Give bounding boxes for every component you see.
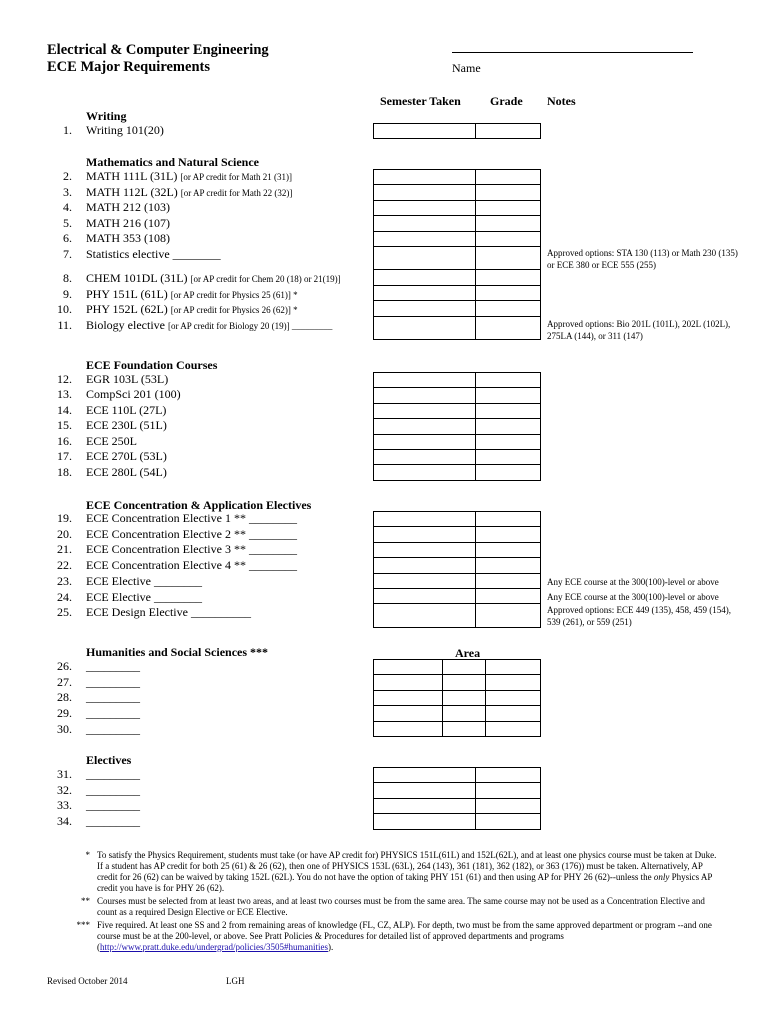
grade-cell[interactable] xyxy=(476,246,541,270)
course-label xyxy=(86,247,221,262)
course-ap-note: [or AP credit for Math 21 (31)] xyxy=(180,172,292,182)
semester-cell[interactable] xyxy=(374,200,476,215)
title-line-2: ECE Major Requirements xyxy=(47,59,210,75)
course-name: ECE Concentration Elective 3 ** ________ xyxy=(86,542,297,556)
course-name: _________ xyxy=(86,675,140,689)
grid-foundation xyxy=(373,372,541,481)
item-number: 16. xyxy=(57,434,72,448)
semester-cell[interactable] xyxy=(374,388,476,403)
course-label xyxy=(86,542,297,557)
course-label xyxy=(86,590,202,605)
item-number: 29. xyxy=(57,706,72,720)
item-number: 8. xyxy=(63,271,72,285)
grade-cell[interactable] xyxy=(476,783,541,798)
course-ap-note: [or AP credit for Biology 20 (19)] _________ xyxy=(167,321,333,331)
item-number: 15. xyxy=(57,418,72,432)
course-ap-note: [or AP credit for Physics 26 (62)] * xyxy=(170,305,298,315)
course-name: _________ xyxy=(86,722,140,736)
note-statistics: Approved options: STA 130 (113) or Math 230 (135) or ECE 380 or ECE 555 (255) xyxy=(547,248,738,270)
course-label xyxy=(86,403,166,418)
grade-header: Grade xyxy=(490,94,523,108)
course-label xyxy=(86,449,167,464)
grade-cell[interactable] xyxy=(476,200,541,215)
semester-cell[interactable] xyxy=(374,783,476,798)
grade-cell[interactable] xyxy=(476,124,541,139)
footnote-1: To satisfy the Physics Requirement, students must take (or have AP credit for) PHYSICS 151L(61L) and 152L(62L), and at least one physics course must be taken at Duke. If a student has AP credit for both 25 (61) & 26 (62), then one of PHYSICS 153L (63L), 264 (143), 361 (181), 362 (182), or 363 (176)) must be taken. Alternatively, AP credit for 26 (62) can be waived by taking 152L (62L). You do not have the option of taking PHY 151 (61) and then using AP for PHY 26 (62)--unless the only Physics AP credit you have is for PHY 26 (62). xyxy=(97,850,717,893)
grid-writing xyxy=(373,123,541,139)
semester-cell[interactable] xyxy=(374,814,476,829)
course-name: ECE Concentration Elective 1 ** ________ xyxy=(86,511,297,525)
title-line-1: Electrical & Computer Engineering xyxy=(47,42,269,58)
grade-cell[interactable] xyxy=(476,231,541,246)
course-label xyxy=(86,302,298,317)
course-label xyxy=(86,527,297,542)
grade-cell[interactable] xyxy=(486,690,541,705)
grid-concentration xyxy=(373,511,541,628)
grade-cell[interactable] xyxy=(476,403,541,418)
course-name: EGR 103L (53L) xyxy=(86,372,169,386)
course-name: _________ xyxy=(86,814,140,828)
grade-cell[interactable] xyxy=(476,512,541,527)
item-number: 1. xyxy=(63,123,72,137)
grade-cell[interactable] xyxy=(476,768,541,783)
semester-cell[interactable] xyxy=(374,170,476,185)
semester-cell[interactable] xyxy=(374,558,476,573)
grade-cell[interactable] xyxy=(476,170,541,185)
course-name: ECE 230L (51L) xyxy=(86,418,167,432)
course-ap-note: [or AP credit for Physics 25 (61)] * xyxy=(170,290,298,300)
item-number: 17. xyxy=(57,449,72,463)
semester-cell[interactable] xyxy=(374,449,476,464)
grade-cell[interactable] xyxy=(476,558,541,573)
item-number: 32. xyxy=(57,783,72,797)
course-name: CHEM 101DL (31L) xyxy=(86,271,188,285)
revised-date: Revised October 2014 xyxy=(47,976,128,986)
semester-cell[interactable] xyxy=(374,270,476,285)
footnote-2: Courses must be selected from at least two areas, and at least two courses must be from the same area. The same course may not be used as a Concentration Elective and count as a required Design Elective or ECE Elective. xyxy=(97,896,705,917)
course-label xyxy=(86,798,140,813)
note-biology: Approved options: Bio 201L (101L), 202L (102L), 275LA (144), or 311 (147) xyxy=(547,319,731,341)
note-ece-elective-1: Any ECE course at the 300(100)-level or above xyxy=(547,577,719,587)
semester-cell[interactable] xyxy=(374,246,476,270)
course-name: _________ xyxy=(86,706,140,720)
item-number: 34. xyxy=(57,814,72,828)
course-label xyxy=(86,287,298,302)
course-name: CompSci 201 (100) xyxy=(86,387,181,401)
semester-cell[interactable] xyxy=(374,301,476,316)
grade-cell[interactable] xyxy=(476,301,541,316)
course-name: ECE 110L (27L) xyxy=(86,403,167,417)
course-name: ECE 270L (53L) xyxy=(86,449,167,463)
item-number: 26. xyxy=(57,659,72,673)
course-label xyxy=(86,231,170,246)
course-label xyxy=(86,434,137,449)
item-number: 25. xyxy=(57,605,72,619)
name-field[interactable] xyxy=(452,52,693,53)
semester-cell[interactable] xyxy=(374,316,476,340)
semester-cell[interactable] xyxy=(374,660,443,675)
course-ap-note: [or AP credit for Math 22 (32)] xyxy=(180,188,293,198)
section-concentration: ECE Concentration & Application Electives xyxy=(86,498,312,512)
course-label xyxy=(86,605,251,620)
item-number: 24. xyxy=(57,590,72,604)
course-label xyxy=(86,271,341,286)
course-name: ECE Design Elective __________ xyxy=(86,605,251,619)
grid-humanities xyxy=(373,659,541,737)
course-label xyxy=(86,722,140,737)
grade-cell[interactable] xyxy=(476,814,541,829)
course-name: ECE 250L xyxy=(86,434,137,448)
course-name: MATH 111L (31L) xyxy=(86,169,178,183)
course-name: _________ xyxy=(86,659,140,673)
course-label xyxy=(86,558,297,573)
course-label xyxy=(86,767,140,782)
course-name: PHY 152L (62L) xyxy=(86,302,168,316)
item-number: 6. xyxy=(63,231,72,245)
item-number: 18. xyxy=(57,465,72,479)
course-name: MATH 353 (108) xyxy=(86,231,170,245)
grid-electives xyxy=(373,767,541,830)
grade-cell[interactable] xyxy=(476,270,541,285)
item-number: 20. xyxy=(57,527,72,541)
item-number: 12. xyxy=(57,372,72,386)
course-name: ECE Concentration Elective 2 ** ________ xyxy=(86,527,297,541)
humanities-policy-link[interactable]: http://www.pratt.duke.edu/undergrad/policies/3505#humanities xyxy=(100,942,328,952)
course-name: PHY 151L (61L) xyxy=(86,287,168,301)
item-number: 9. xyxy=(63,287,72,301)
area-header: Area xyxy=(455,646,481,660)
course-name: MATH 216 (107) xyxy=(86,216,170,230)
course-name: MATH 212 (103) xyxy=(86,200,170,214)
course-label xyxy=(86,318,332,333)
semester-cell[interactable] xyxy=(374,573,476,588)
item-number: 14. xyxy=(57,403,72,417)
course-ap-note: [or AP credit for Chem 20 (18) or 21(19)] xyxy=(190,274,341,284)
semester-cell[interactable] xyxy=(374,690,443,705)
item-number: 13. xyxy=(57,387,72,401)
grid-math xyxy=(373,169,541,340)
course-name: _________ xyxy=(86,767,140,781)
course-name: Statistics elective ________ xyxy=(86,247,221,261)
grade-cell[interactable] xyxy=(476,573,541,588)
item-number: 19. xyxy=(57,511,72,525)
grade-cell[interactable] xyxy=(476,465,541,480)
section-foundation: ECE Foundation Courses xyxy=(86,358,218,372)
item-number: 7. xyxy=(63,247,72,261)
semester-cell[interactable] xyxy=(374,465,476,480)
semester-cell[interactable] xyxy=(374,124,476,139)
course-label xyxy=(86,690,140,705)
section-writing: Writing xyxy=(86,109,127,123)
note-ece-elective-2: Any ECE course at the 300(100)-level or above xyxy=(547,592,719,602)
grade-cell[interactable] xyxy=(476,388,541,403)
semester-cell[interactable] xyxy=(374,721,443,736)
grade-cell[interactable] xyxy=(476,216,541,231)
course-label xyxy=(86,216,170,231)
course-name: ECE Elective ________ xyxy=(86,590,202,604)
semester-cell[interactable] xyxy=(374,434,476,449)
course-label xyxy=(86,123,164,138)
semester-cell[interactable] xyxy=(374,604,476,628)
grade-cell[interactable] xyxy=(476,185,541,200)
footnote-2-mark: ** xyxy=(81,896,90,906)
semester-cell[interactable] xyxy=(374,588,476,603)
course-name: _________ xyxy=(86,798,140,812)
area-cell[interactable] xyxy=(443,721,486,736)
footnote-3: Five required. At least one SS and 2 from remaining areas of knowledge (FL, CZ, ALP). For depth, two must be from the same approved department or program --and one course must be at the 200-level, or above. See Pratt Policies & Procedures for detailed list of approved departments and programs (http://www.pratt.duke.edu/undergrad/policies/3505#humanities). xyxy=(97,920,712,952)
section-electives: Electives xyxy=(86,753,132,767)
course-name: Writing 101(20) xyxy=(86,123,164,137)
item-number: 27. xyxy=(57,675,72,689)
item-number: 31. xyxy=(57,767,72,781)
item-number: 33. xyxy=(57,798,72,812)
course-label xyxy=(86,783,140,798)
grade-cell[interactable] xyxy=(476,419,541,434)
section-humanities: Humanities and Social Sciences *** xyxy=(86,645,269,659)
grade-cell[interactable] xyxy=(486,721,541,736)
semester-cell[interactable] xyxy=(374,403,476,418)
semester-cell[interactable] xyxy=(374,419,476,434)
notes-header: Notes xyxy=(547,94,576,108)
course-label xyxy=(86,659,140,674)
semester-cell[interactable] xyxy=(374,527,476,542)
grade-cell[interactable] xyxy=(476,527,541,542)
course-name: _________ xyxy=(86,690,140,704)
item-number: 30. xyxy=(57,722,72,736)
note-design-elective: Approved options: ECE 449 (135), 458, 459 (154), 539 (261), or 559 (251) xyxy=(547,605,731,627)
course-name: MATH 112L (32L) xyxy=(86,185,178,199)
semester-cell[interactable] xyxy=(374,768,476,783)
grade-cell[interactable] xyxy=(476,542,541,557)
area-cell[interactable] xyxy=(443,660,486,675)
course-label xyxy=(86,814,140,829)
area-cell[interactable] xyxy=(443,675,486,690)
item-number: 4. xyxy=(63,200,72,214)
item-number: 28. xyxy=(57,690,72,704)
course-label xyxy=(86,169,292,184)
semester-cell[interactable] xyxy=(374,216,476,231)
semester-cell[interactable] xyxy=(374,675,443,690)
course-label xyxy=(86,675,140,690)
semester-cell[interactable] xyxy=(374,512,476,527)
course-name: Biology elective xyxy=(86,318,165,332)
course-name: ECE 280L (54L) xyxy=(86,465,167,479)
footnote-1-mark: * xyxy=(85,850,90,860)
author-initials: LGH xyxy=(226,976,245,986)
grade-cell[interactable] xyxy=(476,316,541,340)
grade-cell[interactable] xyxy=(486,675,541,690)
area-cell[interactable] xyxy=(443,690,486,705)
item-number: 3. xyxy=(63,185,72,199)
item-number: 2. xyxy=(63,169,72,183)
grade-cell[interactable] xyxy=(476,285,541,300)
grade-cell[interactable] xyxy=(476,449,541,464)
semester-cell[interactable] xyxy=(374,706,443,721)
course-label xyxy=(86,200,170,215)
semester-cell[interactable] xyxy=(374,185,476,200)
item-number: 11. xyxy=(57,318,72,332)
course-label xyxy=(86,185,292,200)
semester-taken-header: Semester Taken xyxy=(380,94,461,108)
course-label xyxy=(86,574,202,589)
semester-cell[interactable] xyxy=(374,231,476,246)
grade-cell[interactable] xyxy=(476,373,541,388)
grade-cell[interactable] xyxy=(476,798,541,813)
course-label xyxy=(86,465,167,480)
semester-cell[interactable] xyxy=(374,542,476,557)
item-number: 10. xyxy=(57,302,72,316)
item-number: 21. xyxy=(57,542,72,556)
area-cell[interactable] xyxy=(443,706,486,721)
course-name: ECE Concentration Elective 4 ** ________ xyxy=(86,558,297,572)
semester-cell[interactable] xyxy=(374,373,476,388)
course-label xyxy=(86,372,168,387)
course-label xyxy=(86,706,140,721)
semester-cell[interactable] xyxy=(374,798,476,813)
grade-cell[interactable] xyxy=(486,706,541,721)
grade-cell[interactable] xyxy=(476,434,541,449)
item-number: 23. xyxy=(57,574,72,588)
course-name: ECE Elective ________ xyxy=(86,574,202,588)
course-label xyxy=(86,511,297,526)
course-label xyxy=(86,418,167,433)
grade-cell[interactable] xyxy=(486,660,541,675)
section-math: Mathematics and Natural Science xyxy=(86,155,259,169)
footnote-3-mark: *** xyxy=(76,920,90,930)
grade-cell[interactable] xyxy=(476,604,541,628)
item-number: 5. xyxy=(63,216,72,230)
item-number: 22. xyxy=(57,558,72,572)
course-name: _________ xyxy=(86,783,140,797)
course-label xyxy=(86,387,181,402)
semester-cell[interactable] xyxy=(374,285,476,300)
grade-cell[interactable] xyxy=(476,588,541,603)
name-label: Name xyxy=(452,61,481,75)
